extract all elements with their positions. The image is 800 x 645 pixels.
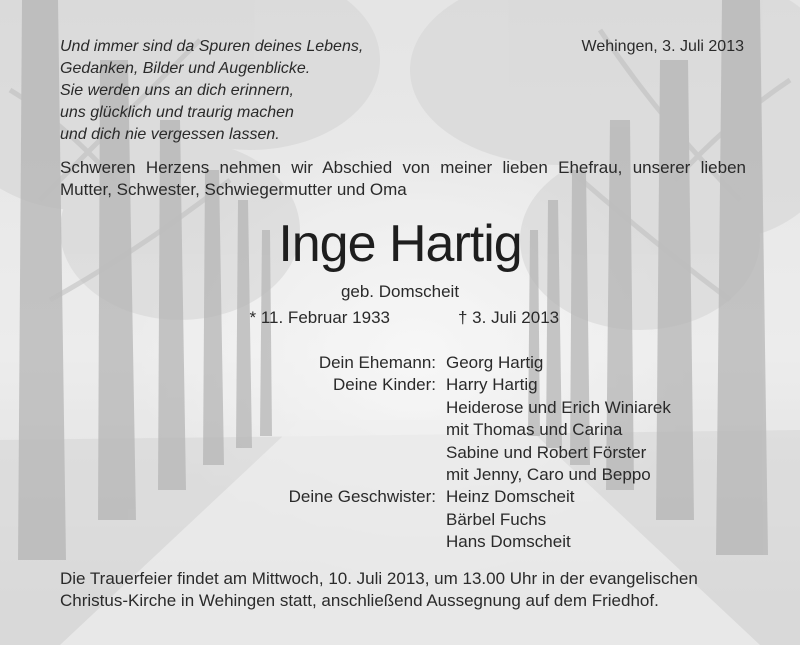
poem-line: und dich nie vergessen lassen. (60, 126, 280, 143)
relative-name: Heinz Domscheit (446, 487, 575, 507)
relative-name: Heiderose und Erich Winiarek (446, 397, 671, 417)
relatives-label: Deine Geschwister: (288, 487, 436, 507)
relative-name: Sabine und Robert Förster (446, 442, 647, 462)
relative-name: Georg Hartig (446, 353, 544, 372)
intro-text: Schweren Herzens nehmen wir Abschied von meiner lieben Ehefrau, unserer lieben Mutter, Schwester, Schwiegermutter und Oma (60, 158, 746, 199)
relatives-list (0, 352, 800, 554)
poem-line: Und immer sind da Spuren deines Lebens, (60, 38, 364, 55)
relatives-names (446, 486, 575, 553)
poem-verse (60, 36, 363, 146)
relative-name: mit Thomas und Carina (446, 420, 623, 440)
relatives-names (446, 352, 543, 374)
poem-line: uns glücklich und traurig machen (60, 104, 294, 121)
relatives-names (446, 374, 671, 486)
death-date: † 3. Juli 2013 (458, 308, 560, 327)
birth-date: * 11. Februar 1933 (249, 308, 390, 327)
relatives-label: Deine Kinder: (332, 375, 436, 395)
relative-name: Harry Hartig (446, 375, 538, 395)
funeral-notice: Die Trauerfeier findet am Mittwoch, 10. Juli 2013, um 13.00 Uhr in der evangelischen Christus-Kirche in Wehingen statt, anschließend Aussegnung auf dem Friedhof. (60, 569, 698, 610)
relative-name: Hans Domscheit (446, 532, 571, 552)
relatives-label: Dein Ehemann: (318, 353, 436, 372)
relative-name: Bärbel Fuchs (446, 509, 547, 529)
relatives-row-siblings (0, 486, 800, 553)
relatives-row-spouse (0, 352, 800, 374)
place-and-date: Wehingen, 3. Juli 2013 (581, 38, 744, 55)
relative-name: mit Jenny, Caro und Beppo (446, 465, 651, 485)
maiden-name: geb. Domscheit (340, 282, 460, 301)
deceased-name: Inge Hartig (278, 215, 522, 273)
poem-line: Sie werden uns an dich erinnern, (60, 82, 294, 99)
relatives-row-children (0, 374, 800, 486)
poem-line: Gedanken, Bilder und Augenblicke. (60, 60, 311, 77)
